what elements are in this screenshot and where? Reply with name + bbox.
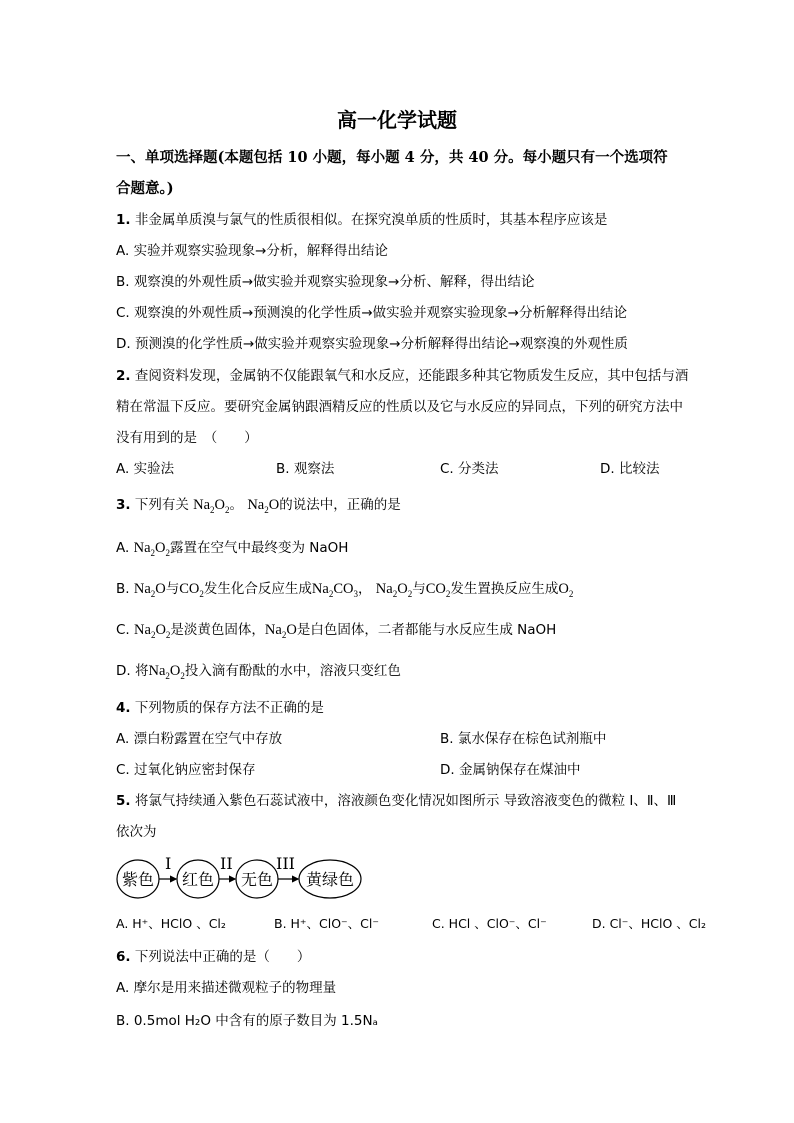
- node-label: 无色: [240, 870, 274, 889]
- color-change-svg: [116, 854, 366, 900]
- q5-option-d: D. Cl⁻、HClO 、Cl₂: [592, 916, 706, 931]
- q1-option-a: A. 实验并观察实验现象→分析，解释得出结论: [116, 243, 388, 259]
- question-2: [116, 364, 688, 384]
- page-title: 高一化学试题: [337, 108, 457, 132]
- question-number: 4.: [116, 700, 131, 716]
- q4-option-d: D. 金属钠保存在煤油中: [440, 762, 581, 778]
- question-4: [116, 696, 324, 716]
- question-text: 下列说法中正确的是（ ）: [134, 949, 311, 965]
- question-6: [116, 945, 310, 965]
- q6-option-b: B. 0.5mol H₂O 中含有的原子数目为 1.5Nₐ: [116, 1013, 378, 1029]
- question-text: 下列有关: [134, 497, 189, 513]
- q1-option-c: C. 观察溴的外观性质→预测溴的化学性质→做实验并观察实验现象→分析解释得出结论: [116, 305, 627, 321]
- q2-option-b: B. 观察法: [276, 461, 335, 477]
- q4-option-c: C. 过氧化钠应密封保存: [116, 762, 256, 778]
- q4-option-b: B. 氯水保存在棕色试剂瓶中: [440, 731, 607, 747]
- q3-option-b: B. $Na_2O$与$CO_2$发生化合反应生成$Na_2CO_3$， $Na_2O_2$与$CO_2$发生置换反应生成$O_2$: [116, 581, 574, 599]
- question-1: [116, 208, 607, 228]
- q1-option-b: B. 观察溴的外观性质→做实验并观察实验现象→分析、解释，得出结论: [116, 274, 535, 290]
- node-label: 紫色: [121, 870, 155, 889]
- q6-option-a: A. 摩尔是用来描述微观粒子的物理量: [116, 980, 337, 996]
- question-3: 3. 下列有关 $Na_2O_2$。 $Na_2O$的说法中，正确的是: [116, 497, 401, 515]
- q2-option-a: A. 实验法: [116, 461, 175, 477]
- section-heading: 一、单项选择题(本题包括 10 小题，每小题 4 分，共 40 分。每小题只有一个选项符: [116, 149, 668, 166]
- question-number: 5.: [116, 793, 131, 809]
- question-2-cont: 精在常温下反应。要研究金属钠跟酒精反应的性质以及它与水反应的异同点，下列的研究方法中: [116, 399, 683, 415]
- color-change-diagram: [116, 854, 366, 900]
- arrow-label: III: [276, 854, 295, 873]
- formula-na2o: $Na_2O$: [247, 497, 280, 515]
- q3-option-c: C. $Na_2O_2$是淡黄色固体，$Na_2O$是白色固体，二者都能与水反应生成 NaOH: [116, 622, 557, 640]
- q5-option-b: B. H⁺、ClO⁻、Cl⁻: [274, 916, 379, 931]
- question-number: 6.: [116, 949, 131, 965]
- q3-option-a: A. $Na_2O_2$露置在空气中最终变为 NaOH: [116, 540, 349, 558]
- q2-option-c: C. 分类法: [440, 461, 499, 477]
- question-2-cont2: 没有用到的是 （ ）: [116, 430, 258, 446]
- formula-na2o2: $Na_2O_2$: [193, 497, 230, 515]
- question-number: 2.: [116, 368, 131, 384]
- question-text: 查阅资料发现，金属钠不仅能跟氧气和水反应，还能跟多种其它物质发生反应，其中包括与酒: [134, 368, 689, 384]
- question-text: 非金属单质溴与氯气的性质很相似。在探究溴单质的性质时，其基本程序应该是: [134, 212, 608, 228]
- node-label: 红色: [181, 870, 215, 889]
- question-text: 将氯气持续通入紫色石蕊试液中，溶液颜色变化情况如图所示 导致溶液变色的微粒 Ⅰ、Ⅱ、Ⅲ: [134, 793, 677, 809]
- q2-option-d: D. 比较法: [600, 461, 660, 477]
- q1-option-d: D. 预测溴的化学性质→做实验并观察实验现象→分析解释得出结论→观察溴的外观性质: [116, 336, 628, 352]
- q3-option-d: D. 将$Na_2O_2$投入滴有酚酞的水中，溶液只变红色: [116, 663, 401, 681]
- arrow-label: I: [165, 854, 172, 873]
- question-number: 1.: [116, 212, 131, 228]
- question-5: [116, 789, 676, 809]
- question-5-cont: 依次为: [116, 824, 157, 840]
- q5-option-a: A. H⁺、HClO 、Cl₂: [116, 916, 226, 931]
- question-number: 3.: [116, 497, 131, 513]
- arrow-label: II: [220, 854, 233, 873]
- question-text: 下列物质的保存方法不正确的是: [134, 700, 324, 716]
- section-heading-cont: 合题意。): [116, 180, 174, 197]
- q4-option-a: A. 漂白粉露置在空气中存放: [116, 731, 283, 747]
- q5-option-c: C. HCl 、ClO⁻、Cl⁻: [432, 916, 547, 931]
- node-label: 黄绿色: [305, 870, 355, 889]
